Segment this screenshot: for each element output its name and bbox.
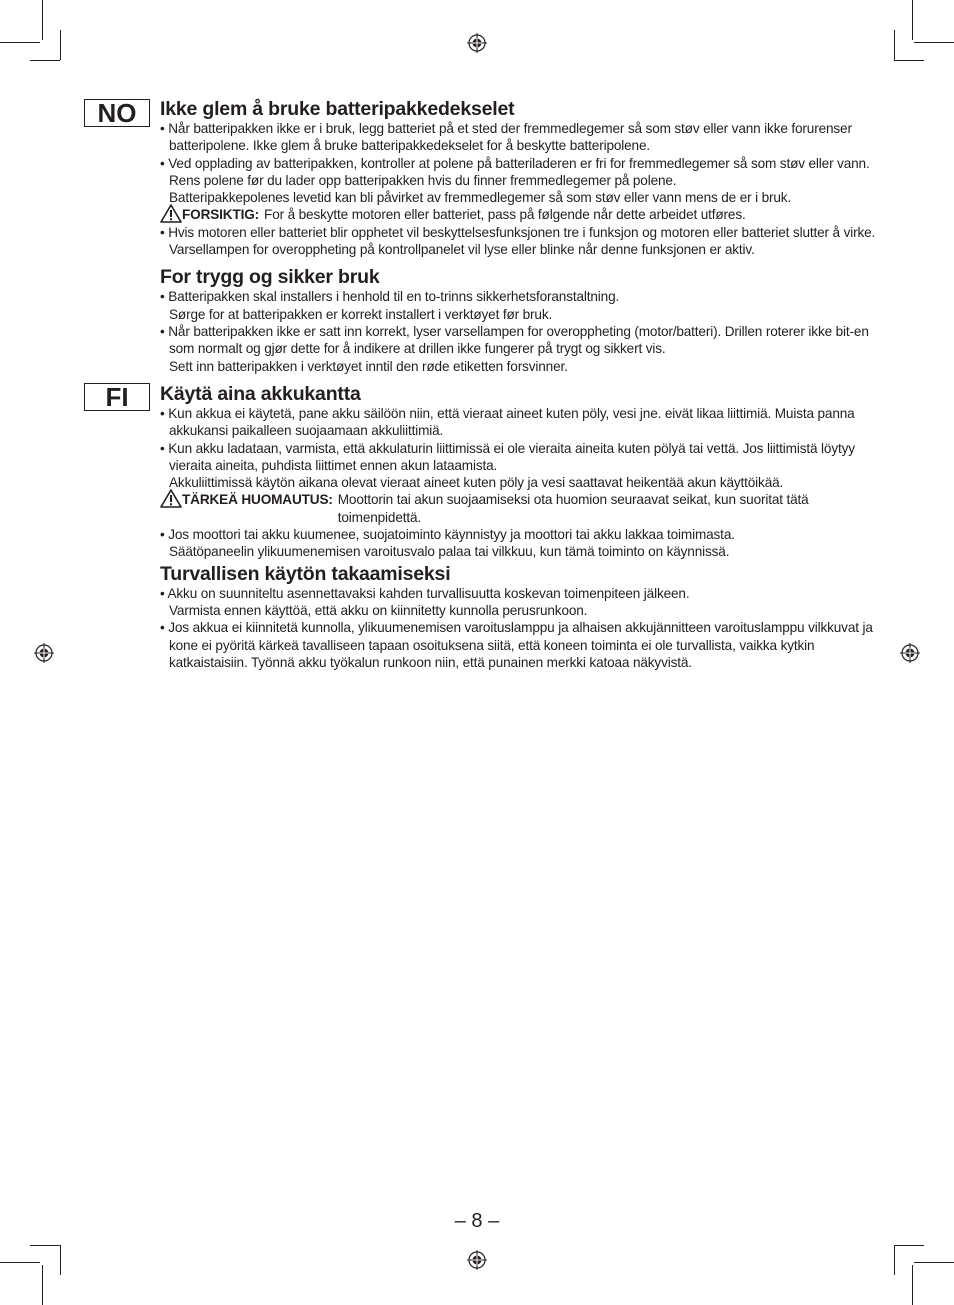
bullet-item: • Kun akkua ei käytetä, pane akku säilöön niin, että vieraat aineet kuten pöly, vesi jne. eivät likaa liittimiä. Muista panna akkukansi paikalleen suojaamaan akkuliittimiä. xyxy=(160,406,855,439)
section-heading: Ikke glem å bruke batteripakkedekselet xyxy=(160,98,515,120)
warning-triangle-icon xyxy=(160,489,182,508)
caution-text: Moottorin tai akun suojaamiseksi ota huomion seuraavat seikat, kun suoritat tätä toimenpidettä. xyxy=(337,492,809,525)
page-number: – 8 – xyxy=(454,1210,500,1232)
caution-note xyxy=(160,206,876,223)
bullet-item: • Ved opplading av batteripakken, kontroller at polene på batteriladeren er fri for fremmedlegemer så som støv eller vann. Rens polene før du lader opp batteripakken hvis du finner fremmedlegemer på polene. xyxy=(160,155,870,188)
caution-label: FORSIKTIG: xyxy=(182,207,260,223)
section-heading: Turvallisen käytön takaamiseksi xyxy=(160,562,451,585)
registration-mark-icon xyxy=(467,1250,487,1270)
bullet-continuation: Akkuliittimissä käytön aikana olevat vieraat aineet kuten pöly ja vesi saattavat heikentää akun käyttöikää. xyxy=(169,475,784,491)
bullet-continuation: Säätöpaneelin ylikuumenemisen varoitusvalo palaa tai vilkkuu, kun tämä toiminto on käynnissä. xyxy=(169,544,730,560)
caution-label: TÄRKEÄ HUOMAUTUS: xyxy=(182,492,333,508)
caution-note xyxy=(160,491,876,526)
caution-text: For å beskytte motoren eller batteriet, pass på følgende når dette arbeidet utføres. xyxy=(264,207,746,223)
language-badge-no: NO xyxy=(84,99,150,127)
bullet-item: • Jos akkua ei kiinnitetä kunnolla, ylikuumenemisen varoituslamppu ja alhaisen akkujännitteen varoituslamppu vilkkuvat ja kone ei pyöritä kärkeä tavalliseen tapaan osoituksena siitä, että koneen toiminta ei ole turvallista, vaikka kytkin katkaistaisiin. Työnnä akku työkalun runkoon niin, että punainen merkki katoaa näkyvistä. xyxy=(160,620,873,670)
bullet-item: • Akku on suunniteltu asennettavaksi kahden turvallisuutta koskevan toimenpiteen jälkeen. xyxy=(160,585,690,601)
registration-mark-icon xyxy=(900,643,920,663)
bullet-item: • Hvis motoren eller batteriet blir opphetet vil beskyttelsesfunksjonen tre i funksjon og motoren eller batteriet slutter å virke. Varsellampen for overoppheting på kontrollpanelet vil lyse eller blinke når denne funksjonen er aktiv. xyxy=(160,224,876,258)
bullet-item: • Når batteripakken ikke er i bruk, legg batteriet på et sted der fremmedlegemer så som støv eller vann ikke forurenser batteripolene. Ikke glem å bruke batteripakkedekselet for å beskytte batteripolene. xyxy=(160,121,852,154)
bullet-continuation: Varmista ennen käyttöä, että akku on kiinnitetty kunnolla perusrunkoon. xyxy=(169,602,588,618)
warning-triangle-icon xyxy=(160,204,182,223)
bullet-item: • Når batteripakken ikke er satt inn korrekt, lyser varsellampen for overoppheting (motor/batteri). Drillen roterer ikke bit-en som normalt og gjør dette for å indikere at drillen ikke fungerer på trygt og sikkert vis. xyxy=(160,323,869,357)
bullet-item: • Jos moottori tai akku kuumenee, suojatoiminto käynnistyy ja moottori tai akku lakkaa toimimasta. xyxy=(160,527,735,543)
section-no xyxy=(160,98,876,375)
section-heading: Käytä aina akkukantta xyxy=(160,383,361,405)
registration-mark-icon xyxy=(34,643,54,663)
bullet-continuation: Sett inn batteripakken i verktøyet inntil den røde etiketten forsvinner. xyxy=(169,358,568,374)
registration-mark-icon xyxy=(467,33,487,53)
bullet-item: • Batteripakken skal installers i henhold til en to-trinns sikkerhetsforanstaltning. xyxy=(160,289,620,305)
bullet-continuation: Batteripakkepolenes levetid kan bli påvirket av fremmedlegemer så som støv eller vann mens de er i bruk. xyxy=(169,190,792,206)
section-heading: For trygg og sikker bruk xyxy=(160,266,380,289)
bullet-item: • Kun akku ladataan, varmista, että akkulaturin liittimissä ei ole vieraita aineita kuten pölyä tai vettä. Jos liittimistä löytyy vieraita aineita, puhdista liittimet ennen akun lataamista. xyxy=(160,440,855,473)
bullet-continuation: Sørge for at batteripakken er korrekt installert i verktøyet før bruk. xyxy=(169,306,553,322)
language-badge-fi: FI xyxy=(84,383,150,411)
section-fi xyxy=(160,383,876,671)
